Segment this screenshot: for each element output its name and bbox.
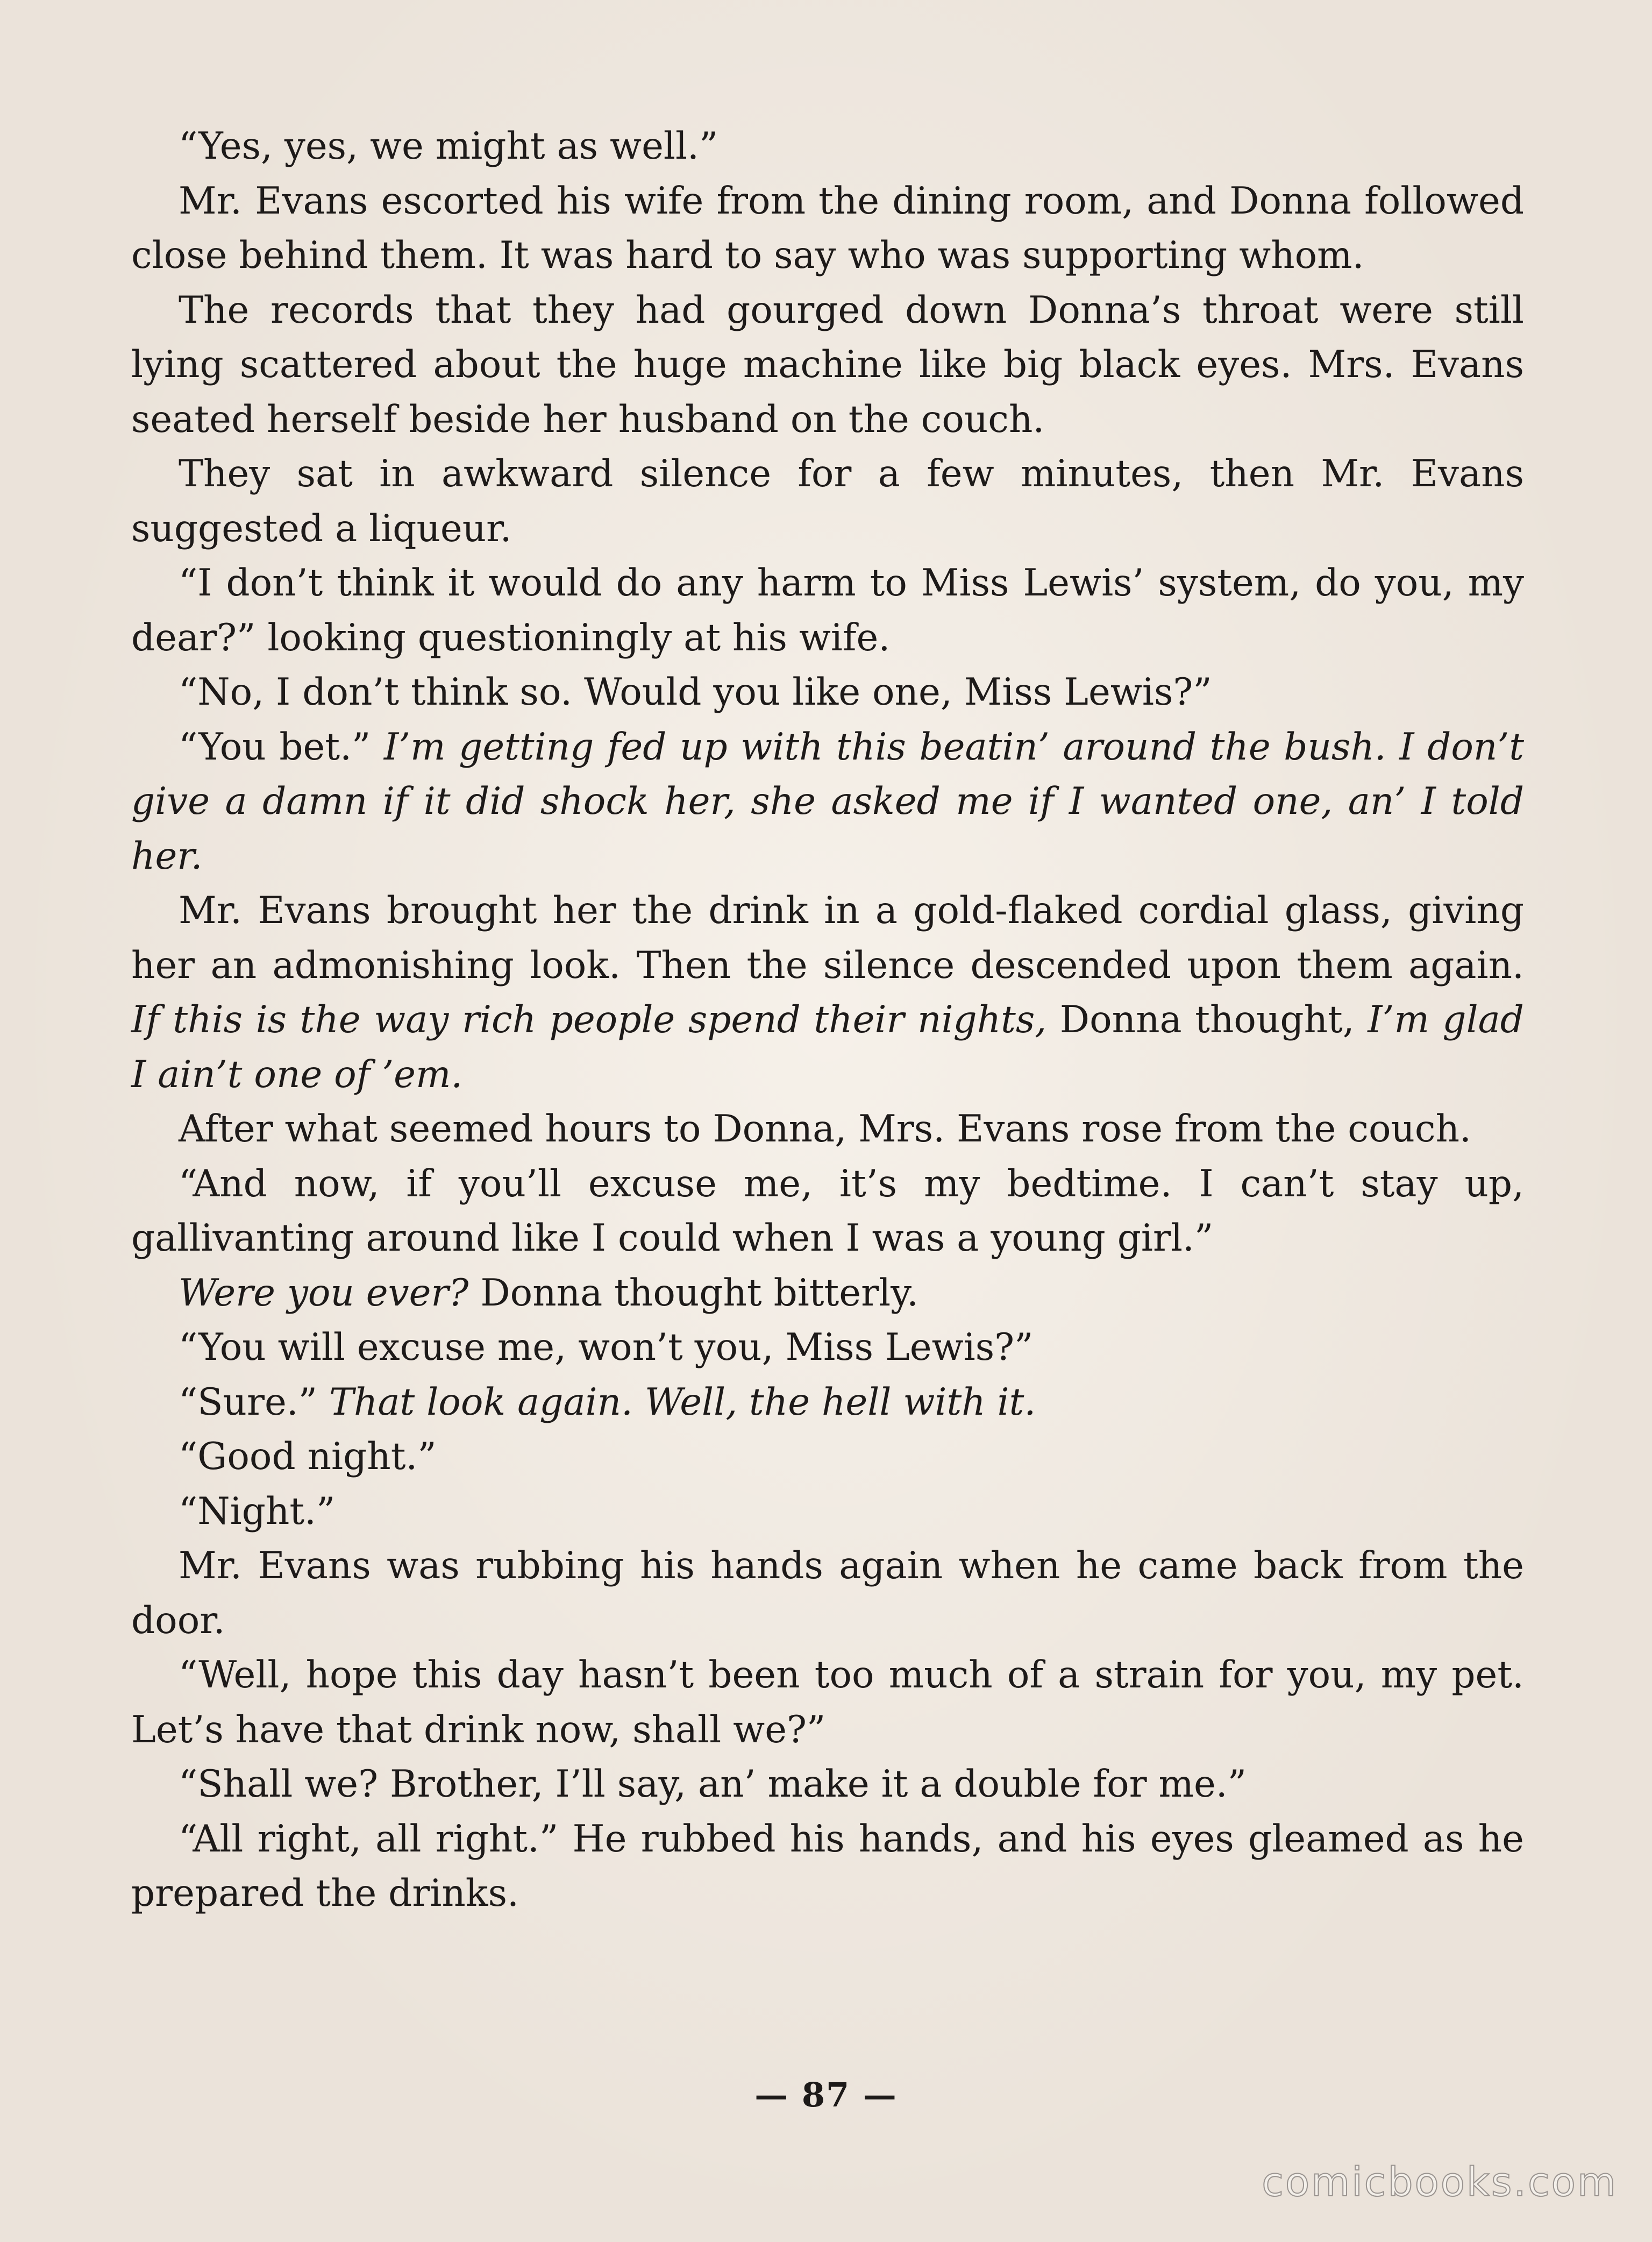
italic-text-run: I’m getting fed up with this beatin’ around the bush. I don’t give a damn if it did shock her, she asked me if I wanted one, an’ I told her. xyxy=(131,725,1524,878)
text-run: “You will excuse me, won’t you, Miss Lewis?” xyxy=(179,1326,1034,1369)
text-run: “Well, hope this day hasn’t been too much of a strain for you, my pet. Let’s have that drink now, shall we?” xyxy=(131,1654,1524,1751)
text-run: Mr. Evans escorted his wife from the dining room, and Donna followed close behind them. It was hard to say who was supporting whom. xyxy=(131,179,1524,277)
paragraph xyxy=(131,1648,1524,1757)
text-run: “And now, if you’ll excuse me, it’s my bedtime. I can’t stay up, gallivanting around like I could when I was a young girl.” xyxy=(131,1162,1524,1260)
paragraph xyxy=(131,1266,1524,1321)
text-run: They sat in awkward silence for a few minutes, then Mr. Evans suggested a liqueur. xyxy=(131,452,1524,550)
page-number: — 87 — xyxy=(754,2075,898,2115)
text-run: After what seemed hours to Donna, Mrs. Evans rose from the couch. xyxy=(179,1108,1471,1151)
text-run: Mr. Evans was rubbing his hands again when he came back from the door. xyxy=(131,1544,1524,1642)
text-run: The records that they had gourged down Donna’s throat were still lying scattered about the huge machine like big black eyes. Mrs. Evans seated herself beside her husband on the couch. xyxy=(131,288,1524,441)
paragraph xyxy=(131,1102,1524,1157)
paragraph xyxy=(131,283,1524,448)
paragraph xyxy=(131,1321,1524,1375)
paragraph xyxy=(131,665,1524,720)
italic-text-run: Were you ever? xyxy=(179,1271,469,1315)
paragraph xyxy=(131,447,1524,556)
paragraph xyxy=(131,1812,1524,1921)
text-run: Donna thought bitterly. xyxy=(468,1271,918,1315)
text-run: “You bet.” xyxy=(179,725,384,769)
paragraph xyxy=(131,1157,1524,1266)
italic-text-run: I’m glad I ain’t one of ’em. xyxy=(131,998,1524,1096)
text-run: “Shall we? Brother, I’ll say, an’ make it a double for me.” xyxy=(179,1763,1247,1806)
text-run: “Sure.” xyxy=(179,1380,329,1424)
text-run: “All right, all right.” He rubbed his hands, and his eyes gleamed as he prepared the drinks. xyxy=(131,1817,1524,1915)
italic-text-run: That look again. Well, the hell with it. xyxy=(329,1380,1036,1424)
text-run: “I don’t think it would do any harm to Miss Lewis’ system, do you, my dear?” looking questioningly at his wife. xyxy=(131,562,1524,659)
paragraph xyxy=(131,1485,1524,1539)
paragraph xyxy=(131,1757,1524,1812)
text-run: “No, I don’t think so. Would you like one, Miss Lewis?” xyxy=(179,671,1212,714)
text-run: “Good night.” xyxy=(179,1435,437,1478)
paragraph xyxy=(131,720,1524,884)
paragraph xyxy=(131,119,1524,174)
paragraph xyxy=(131,556,1524,665)
italic-text-run: If this is the way rich people spend their nights, xyxy=(131,998,1047,1041)
body-text xyxy=(131,119,1524,1921)
text-run: Donna thought, xyxy=(1046,998,1368,1041)
paragraph xyxy=(131,1430,1524,1485)
text-run: “Yes, yes, we might as well.” xyxy=(179,125,718,168)
text-run: “Night.” xyxy=(179,1489,336,1533)
paragraph xyxy=(131,174,1524,283)
paragraph xyxy=(131,884,1524,1102)
paragraph xyxy=(131,1375,1524,1430)
paragraph xyxy=(131,1539,1524,1648)
text-run: Mr. Evans brought her the drink in a gold-flaked cordial glass, giving her an admonishing look. Then the silence descended upon them again. xyxy=(131,889,1524,987)
watermark-logo: comicbooks.com xyxy=(1262,2159,1618,2205)
